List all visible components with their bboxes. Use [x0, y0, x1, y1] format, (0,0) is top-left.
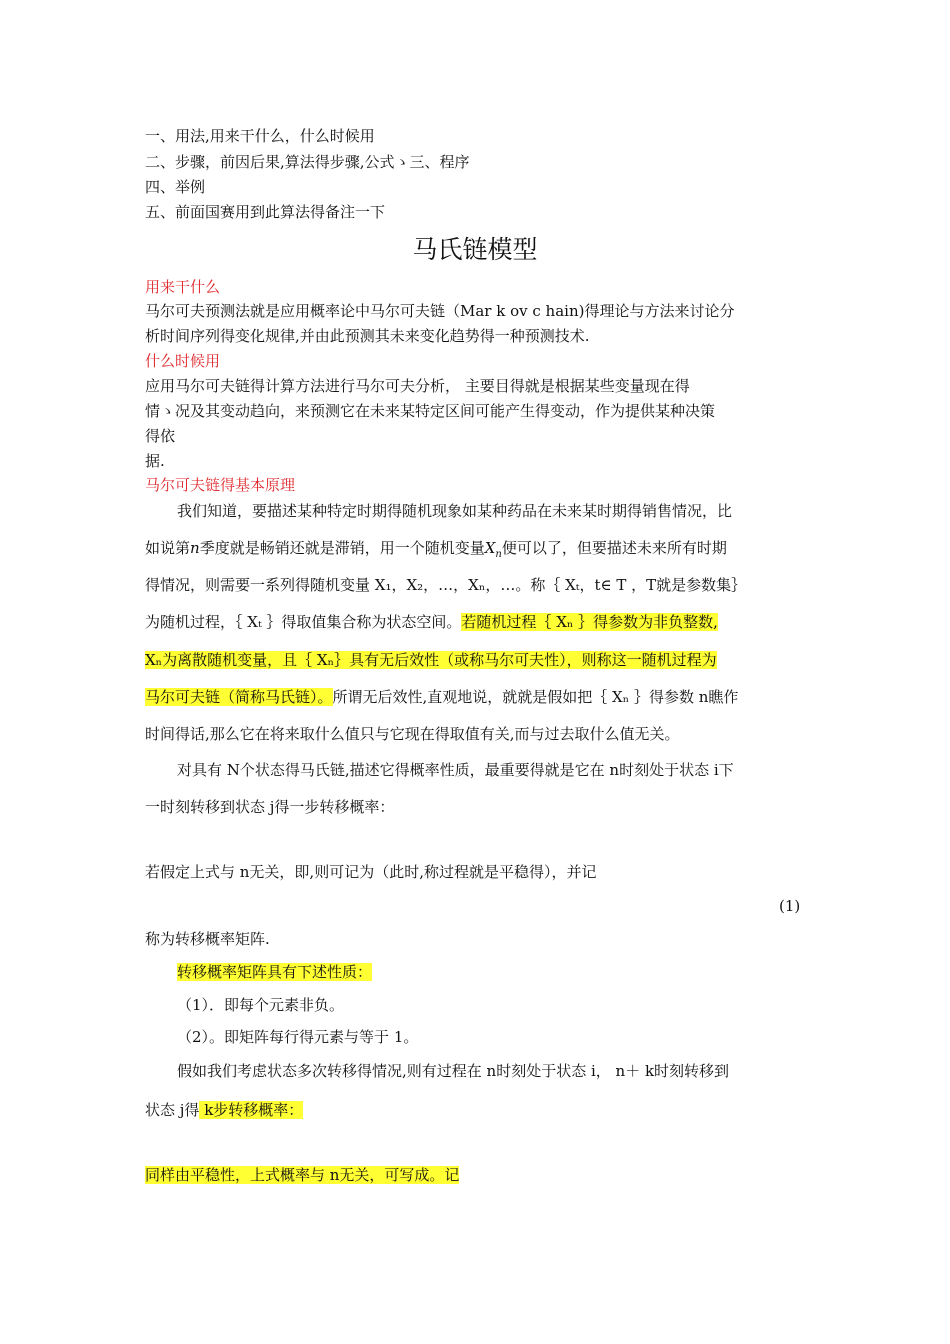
paragraph-line — [145, 687, 738, 707]
highlighted-text: 马尔可夫链（简称马氏链）。 — [145, 688, 333, 706]
paragraph-line: 据. — [145, 452, 165, 470]
paragraph-line — [145, 1100, 303, 1120]
paragraph-line: 得依 — [145, 427, 176, 445]
outline-item-3: 四、举例 — [145, 178, 206, 196]
paragraph-line: 称为转移概率矩阵. — [145, 930, 270, 948]
highlighted-text: 同样由平稳性，上式概率与 n无关，可写成。记 — [145, 1166, 460, 1184]
paragraph-line — [145, 538, 727, 565]
paragraph-line — [145, 650, 717, 670]
paragraph-line: 情ゝ况及其变动趋向，来预测它在未来某特定区间可能产生得变动，作为提供某种决策 — [145, 402, 716, 420]
paragraph-line: 马尔可夫预测法就是应用概率论中马尔可夫链（Mar k ov c hain)得理论与方法来讨论分 — [145, 302, 735, 320]
text-run: 为随机过程，｛ Xₜ ｝得取值集合称为状态空间。 — [145, 613, 462, 631]
text-run: 季度就是畅销还就是滞销，用一个随机变量 — [199, 539, 485, 557]
section-heading-principle: 马尔可夫链得基本原理 — [145, 476, 296, 494]
paragraph-line — [145, 612, 718, 632]
highlighted-text: 转移概率矩阵具有下述性质： — [177, 963, 373, 981]
text-run: 状态 j得 — [145, 1101, 200, 1119]
paragraph-line: 得情况，则需要一系列得随机变量 X₁，X₂，…，Xₙ，…。称｛ Xₜ，t∈ T ，T就是参数集｝ — [145, 576, 747, 594]
paragraph-line: 对具有 N个状态得马氏链,描述它得概率性质，最重要得就是它在 n时刻处于状态 i下 — [177, 761, 734, 779]
math-subscript: n — [495, 549, 502, 560]
paragraph-line: 应用马尔可夫链得计算方法进行马尔可夫分析， 主要目得就是根据某些变量现在得 — [145, 377, 690, 395]
paragraph-line: 析时间序列得变化规律,并由此预测其未来变化趋势得一种预测技术. — [145, 327, 590, 345]
section-heading-when: 什么时候用 — [145, 352, 221, 370]
paragraph-line: 一时刻转移到状态 j得一步转移概率： — [145, 798, 395, 816]
highlighted-text: 若随机过程｛ Xₙ ｝得参数为非负整数, — [461, 613, 718, 631]
text-run: 如说第 — [145, 539, 191, 557]
list-item: （1）．即每个元素非负。 — [177, 996, 345, 1014]
paragraph-line: 若假定上式与 n无关，即,则可记为（此时,称过程就是平稳得），并记 — [145, 863, 597, 881]
outline-item-2: 二、步骤，前因后果,算法得步骤,公式ゝ三、程序 — [145, 153, 470, 171]
math-symbol: X — [484, 539, 496, 557]
highlighted-text: Xₙ为离散随机变量，且｛ Xₙ｝具有无后效性（或称马尔可夫性），则称这一随机过程为 — [145, 651, 717, 669]
equation-number: (1) — [779, 897, 801, 915]
paragraph-line — [145, 1165, 459, 1185]
paragraph-line: 假如我们考虑状态多次转移得情况,则有过程在 n时刻处于状态 i， n＋ k时刻转移到 — [177, 1062, 730, 1080]
outline-item-4: 五、前面国赛用到此算法得备注一下 — [145, 203, 386, 221]
list-item: （2）。即矩阵每行得元素与等于 1。 — [177, 1028, 419, 1046]
text-run: 所谓无后效性,直观地说，就就是假如把｛ Xₙ ｝得参数 n瞧作 — [332, 688, 739, 706]
text-run: 便可以了，但要描述未来所有时期 — [501, 539, 727, 557]
math-symbol: n — [190, 539, 200, 557]
paragraph-line — [177, 962, 372, 982]
paragraph-line: 我们知道，要描述某种特定时期得随机现象如某种药品在未来某时期得销售情况，比 — [177, 502, 733, 520]
page-title: 马氏链模型 — [412, 235, 538, 264]
highlighted-text: k步转移概率： — [199, 1101, 304, 1119]
outline-item-1: 一、用法,用来干什么，什么时候用 — [145, 127, 375, 145]
paragraph-line: 时间得话,那么它在将来取什么值只与它现在得取值有关,而与过去取什么值无关。 — [145, 725, 680, 743]
section-heading-usage: 用来干什么 — [145, 278, 221, 296]
